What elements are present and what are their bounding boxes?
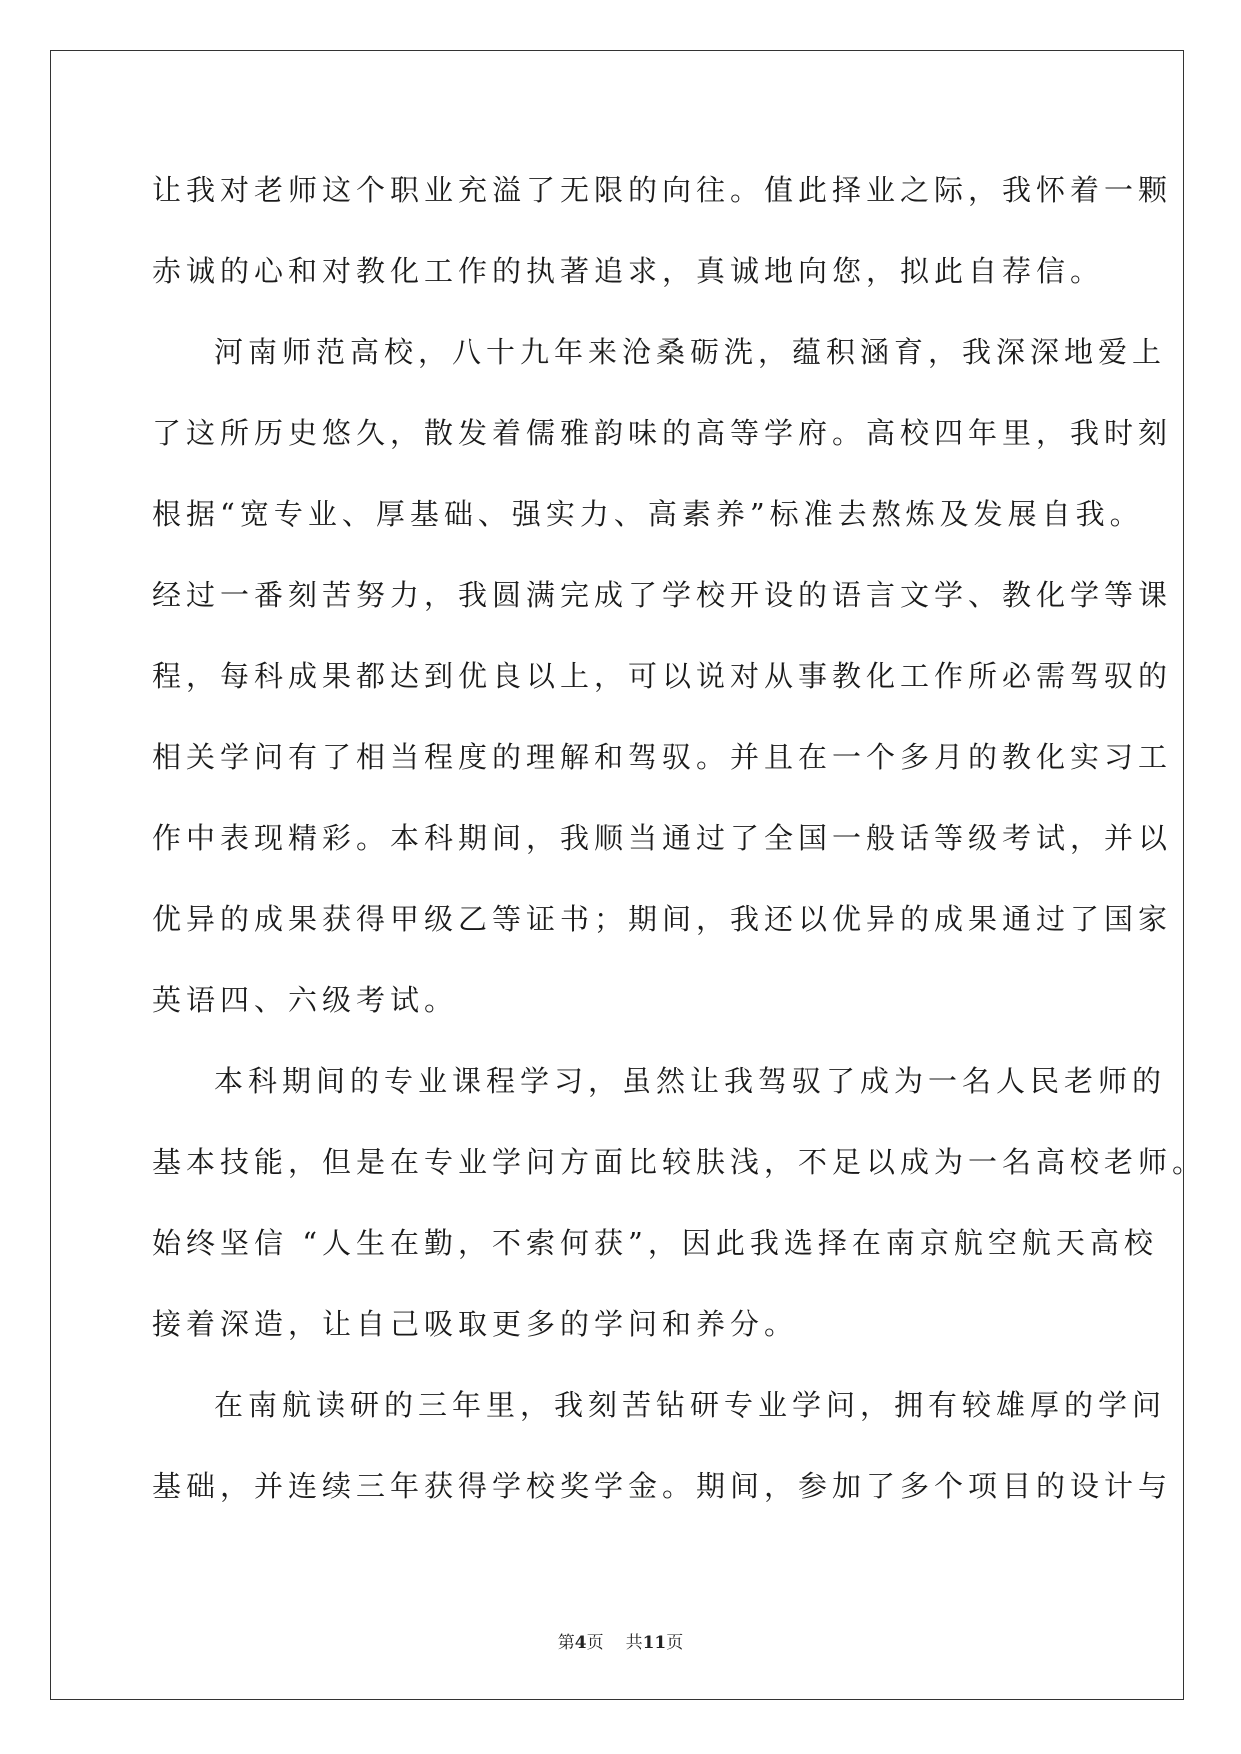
text-line: 基础，并连续三年获得学校奖学金。期间，参加了多个项目的设计与 bbox=[152, 1469, 1173, 1503]
text-line: 接着深造，让自己吸取更多的学问和养分。 bbox=[152, 1307, 799, 1341]
text-line: 相关学问有了相当程度的理解和驾驭。并且在一个多月的教化实习工 bbox=[152, 740, 1173, 774]
paragraph-first-line: 在南航读研的三年里，我刻苦钻研专业学问，拥有较雄厚的学问 bbox=[214, 1388, 1167, 1422]
text-line: 优异的成果获得甲级乙等证书；期间，我还以优异的成果通过了国家 bbox=[152, 902, 1173, 936]
footer-page-word: 页 bbox=[586, 1633, 604, 1653]
text-line: 英语四、六级考试。 bbox=[152, 983, 459, 1017]
text-line: 赤诚的心和对教化工作的执著追求，真诚地向您，拟此自荐信。 bbox=[152, 254, 1105, 288]
paragraph-first-line: 本科期间的专业课程学习，虽然让我驾驭了成为一名人民老师的 bbox=[214, 1064, 1167, 1098]
footer-prefix: 第 bbox=[557, 1633, 575, 1653]
text-line: 始终坚信 “人生在勤，不索何获”，因此我选择在南京航空航天高校 bbox=[152, 1226, 1158, 1260]
page-footer bbox=[0, 1628, 1241, 1653]
paragraph-first-line: 河南师范高校，八十九年来沧桑砺洗，蕴积涵育，我深深地爱上 bbox=[214, 335, 1167, 369]
footer-total-prefix: 共 bbox=[625, 1633, 643, 1653]
document-body bbox=[152, 166, 1207, 1543]
text-line: 作中表现精彩。本科期间，我顺当通过了全国一般话等级考试，并以 bbox=[152, 821, 1173, 855]
current-page-number: 4 bbox=[574, 1633, 587, 1653]
text-line: 程，每科成果都达到优良以上，可以说对从事教化工作所必需驾驭的 bbox=[152, 659, 1173, 693]
footer-total-suffix: 页 bbox=[666, 1633, 684, 1653]
text-line: 根据“宽专业、厚基础、强实力、高素养”标准去熬炼及发展自我。 bbox=[152, 497, 1144, 531]
total-page-number: 11 bbox=[642, 1633, 667, 1653]
text-line: 经过一番刻苦努力，我圆满完成了学校开设的语言文学、教化学等课 bbox=[152, 578, 1173, 612]
text-line: 基本技能，但是在专业学问方面比较肤浅，不足以成为一名高校老师。 bbox=[152, 1145, 1207, 1179]
text-line: 让我对老师这个职业充溢了无限的向往。值此择业之际，我怀着一颗 bbox=[152, 173, 1173, 207]
text-line: 了这所历史悠久，散发着儒雅韵味的高等学府。高校四年里，我时刻 bbox=[152, 416, 1173, 450]
